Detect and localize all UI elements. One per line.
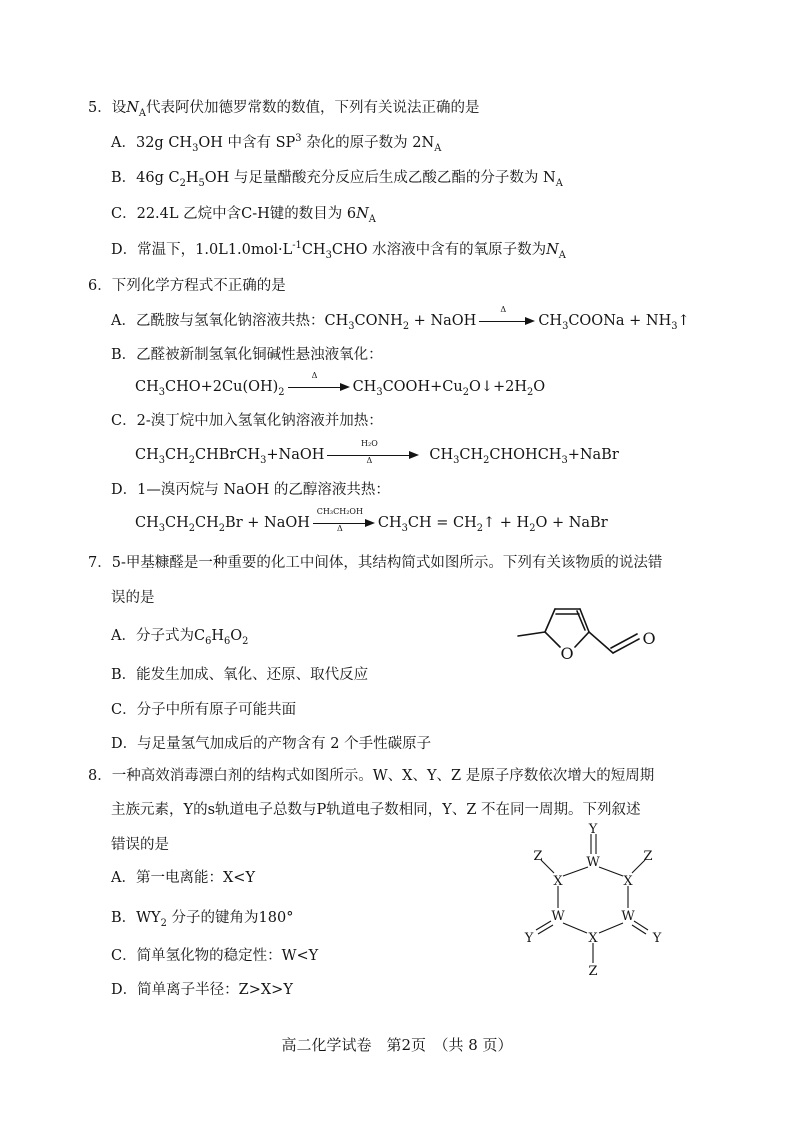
- ring-atom-y-left: Y: [524, 931, 534, 946]
- ring-oxygen-label: O: [560, 644, 574, 663]
- ring-atom-z-right: Z: [643, 849, 653, 864]
- reaction-arrow: Δ: [288, 380, 350, 394]
- reaction-arrow: $\frac{\text{H₂O}}{\Delta}$: [327, 448, 419, 462]
- q5-option-b: B．46g $C_2H_5OH$ 与足量醋酸充分反应后生成乙酸乙酯的分子数为 $N_A$: [111, 170, 563, 189]
- q8-stem-line2: 主族元素，Y的s轨道电子总数与P轨道电子数相同，Y、Z 不在同一周期。下列叙述: [111, 802, 641, 818]
- q5-stem: 5．设$N_A$代表阿伏加德罗常数的数值，下列有关说法正确的是: [88, 100, 480, 119]
- q8-option-a: A．第一电离能：X<Y: [111, 870, 256, 886]
- q8-option-b: B．$WY_2$ 分子的键角为180°: [111, 910, 294, 929]
- q7-option-b: B．能发生加成、氧化、还原、取代反应: [111, 667, 369, 683]
- ring-atom-x-left: X: [553, 874, 563, 889]
- q6-stem: 6．下列化学方程式不正确的是: [88, 278, 286, 294]
- ring-atom-z-bottom: Z: [588, 964, 598, 979]
- page-footer: 高二化学试卷 第2页 （共 8 页）: [281, 1036, 513, 1054]
- q5-option-d: D．常温下，$1.0L1.0mol\cdot L^{-1}CH_3CHO$ 水溶液中含有的氧原子数为$N_A$: [111, 240, 566, 261]
- reaction-arrow: $\frac{\text{CH₃CH₂OH}}{\Delta}$: [313, 516, 375, 530]
- q8-option-c: C．简单氢化物的稳定性：W<Y: [111, 948, 319, 964]
- ring-atom-y-right: Y: [652, 931, 662, 946]
- bleach-ring-structure: [516, 820, 676, 980]
- ring-atom-y-top: Y: [588, 822, 598, 837]
- ring-atom-w-top: W: [586, 855, 600, 870]
- q7-stem-line1: 7．5-甲基糠醛是一种重要的化工中间体，其结构简式如图所示。下列有关该物质的说法错: [88, 555, 663, 571]
- ring-atom-z-left: Z: [533, 849, 543, 864]
- reaction-arrow: Δ: [479, 314, 535, 328]
- q7-option-a: A．分子式为$C_6H_6O_2$: [111, 628, 249, 647]
- q6-option-c: C．2-溴丁烷中加入氢氧化钠溶液并加热：: [111, 413, 383, 429]
- q6-option-a: A．乙酰胺与氢氧化钠溶液共热：$CH_3CONH_2$ + NaOH Δ $CH_3COONa$ + $NH_3↑$: [111, 305, 690, 332]
- q8-stem-line3: 错误的是: [111, 837, 169, 853]
- q6-option-b: B．乙醛被新制氢氧化铜碱性悬浊液氧化：: [111, 347, 383, 363]
- aldehyde-oxygen-label: O: [642, 629, 656, 648]
- ring-atom-w-left: W: [551, 909, 565, 924]
- ring-atom-x-right: X: [623, 874, 633, 889]
- methylfurfural-structure: [510, 600, 670, 672]
- q7-stem-line2: 误的是: [111, 590, 155, 606]
- ring-atom-w-right: W: [621, 909, 635, 924]
- q6-option-d: D．1—溴丙烷与 NaOH 的乙醇溶液共热：: [111, 482, 390, 498]
- q6-option-b-equation: $CH_3CHO+2Cu(OH)_2$ Δ $CH_3COOH+Cu_2O↓+2H_2O$: [135, 371, 546, 398]
- q6-option-d-equation: $CH_3CH_2CH_2Br$ + NaOH $\frac{\text{CH₃CH₂OH}}{\Delta}$ $CH_3CH$ = $CH_2↑ + H_2O$ + NaBr: [135, 507, 608, 534]
- q7-option-d: D．与足量氢气加成后的产物含有 2 个手性碳原子: [111, 736, 432, 752]
- q8-option-d: D．简单离子半径：Z>X>Y: [111, 982, 293, 998]
- q8-stem-line1: 8．一种高效消毒漂白剂的结构式如图所示。W、X、Y、Z 是原子序数依次增大的短周期: [88, 768, 655, 784]
- q5-option-c: C．22.4L 乙烷中含C-H键的数目为 $6N_A$: [111, 206, 376, 225]
- ring-atom-x-bottom: X: [588, 931, 598, 946]
- q6-option-c-equation: $CH_3CH_2CHBrCH_3+NaOH$ $\frac{\text{H₂O}}{\Delta}$ $CH_3CH_2CHOHCH_3+NaBr$: [135, 439, 619, 466]
- q5-option-a: A．32g $CH_3OH$ 中含有 $SP^3$ 杂化的原子数为 $2N_A$: [111, 133, 442, 154]
- q7-option-c: C．分子中所有原子可能共面: [111, 702, 297, 718]
